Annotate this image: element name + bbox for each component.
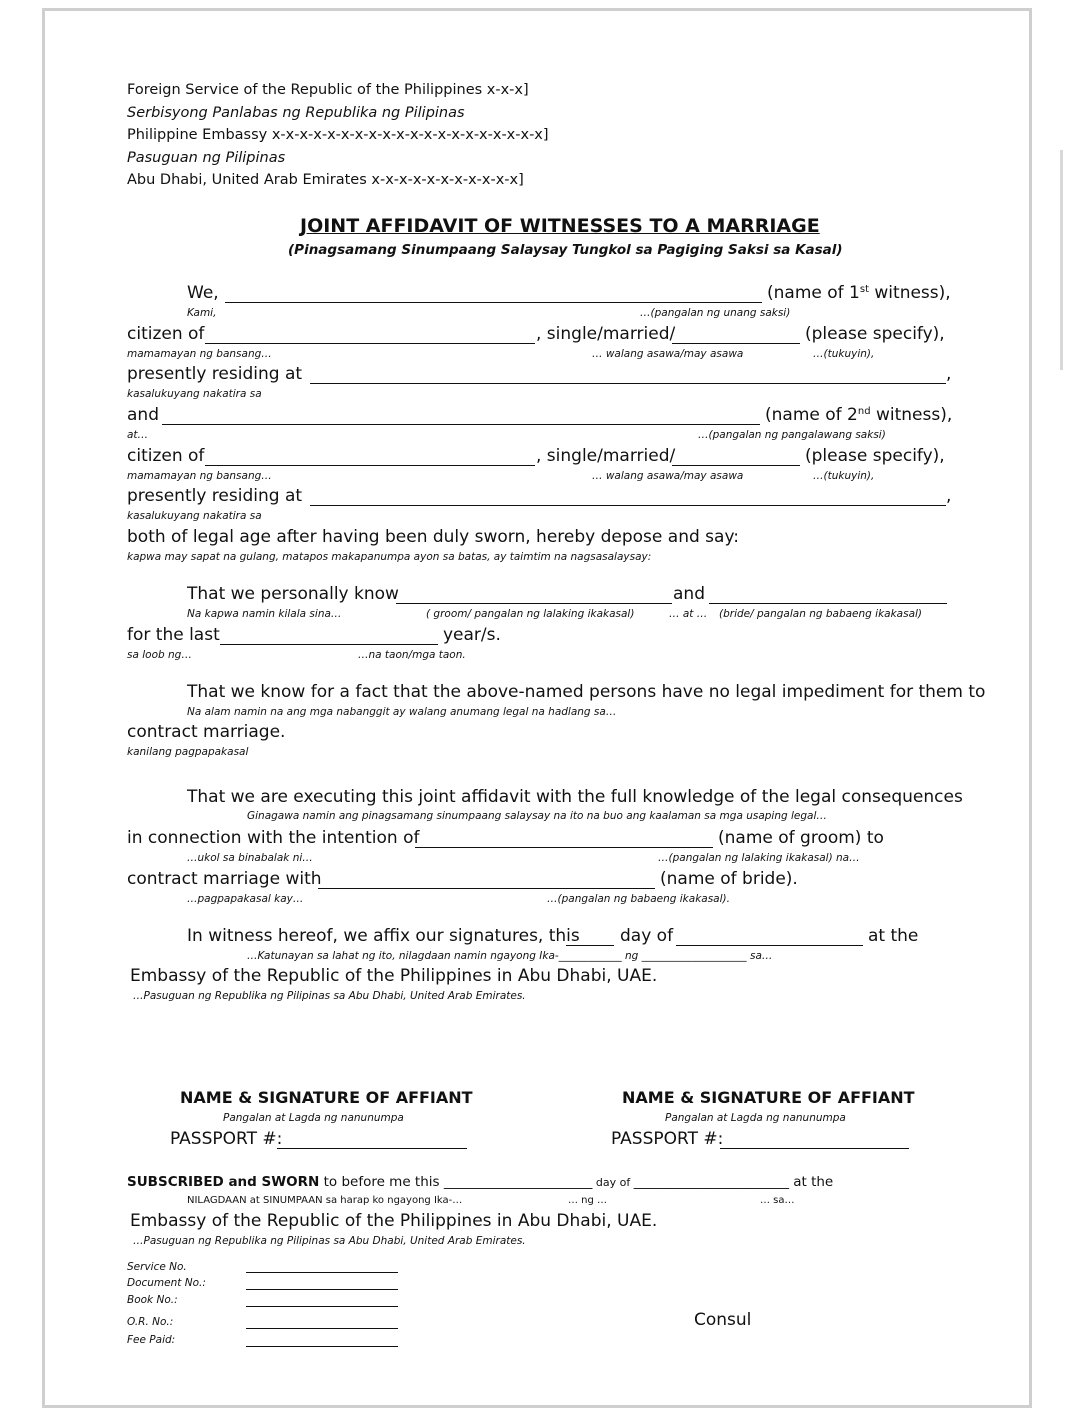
bride-name-field[interactable] bbox=[709, 603, 947, 604]
witness1-mamamayan-tl: mamamayan ng bansang… bbox=[127, 348, 272, 360]
witness2-name-label: (name of 2nd witness), bbox=[765, 405, 953, 425]
witness1-walang-tl: … walang asawa/may asawa bbox=[592, 348, 744, 360]
witness2-single-married: , single/married/ bbox=[536, 446, 676, 466]
p1-tl-a: Na kapwa namin kilala sina… bbox=[187, 608, 342, 620]
sworn-embassy: Embassy of the Republic of the Philippines in Abu Dhabi, UAE. bbox=[130, 1211, 658, 1231]
witness2-citizen-label: citizen of bbox=[127, 446, 205, 466]
header-line-3: Philippine Embassy x-x-x-x-x-x-x-x-x-x-x-x-x-x-x-x-x-x-x-x] bbox=[127, 127, 549, 143]
p3-text: That we are executing this joint affidavit with the full knowledge of the legal consequences bbox=[187, 787, 963, 807]
witness1-name-label: (name of 1st witness), bbox=[767, 283, 951, 303]
groom-name-field[interactable] bbox=[396, 603, 672, 604]
witness1-address-field[interactable] bbox=[310, 383, 946, 384]
service-no-label: Service No. bbox=[127, 1261, 187, 1273]
sworn-tl-sa: … sa… bbox=[760, 1195, 795, 1206]
header-line-4: Pasuguan ng Pilipinas bbox=[127, 150, 286, 166]
p3-bride: (name of bride). bbox=[660, 869, 798, 889]
p1-text: That we personally know bbox=[187, 584, 399, 604]
p1-tl-taon: …na taon/mga taon. bbox=[358, 649, 466, 661]
witness2-address-field[interactable] bbox=[310, 505, 946, 506]
witness1-comma: , bbox=[946, 364, 952, 384]
witness-day-field[interactable] bbox=[566, 945, 614, 946]
header-line-1: Foreign Service of the Republic of the Philippines x-x-x] bbox=[127, 82, 529, 98]
kami-label: Kami, bbox=[187, 307, 217, 319]
p2-text: That we know for a fact that the above-named persons have no legal impediment for them to bbox=[187, 682, 986, 702]
or-no-field[interactable] bbox=[246, 1328, 398, 1329]
p1-tl-groom: ( groom/ pangalan ng lalaking ikakasal) bbox=[426, 608, 635, 620]
consul-label: Consul bbox=[694, 1310, 752, 1330]
witness1-kasalukuyang-tl: kasalukuyang nakatira sa bbox=[127, 388, 262, 400]
witness2-walang-tl: … walang asawa/may asawa bbox=[592, 470, 744, 482]
witness1-citizen-label: citizen of bbox=[127, 324, 205, 344]
book-no-label: Book No.: bbox=[127, 1294, 178, 1306]
p1-tl-bride: (bride/ pangalan ng babaeng ikakasal) bbox=[719, 608, 923, 620]
witness2-comma: , bbox=[946, 486, 952, 506]
legal-age-tl: kapwa may sapat na gulang, matapos makapanumpa ayon sa batas, ay taimtim na nagsasalaysay: bbox=[127, 551, 652, 563]
fee-paid-label: Fee Paid: bbox=[127, 1334, 176, 1346]
witness2-name-field[interactable] bbox=[162, 424, 760, 425]
witness1-specify: (please specify), bbox=[805, 324, 945, 344]
document-title: JOINT AFFIDAVIT OF WITNESSES TO A MARRIAGE bbox=[300, 215, 820, 237]
left-passport-field[interactable] bbox=[277, 1148, 467, 1149]
document-subtitle: (Pinagsamang Sinumpaang Salaysay Tungkol sa Pagiging Saksi sa Kasal) bbox=[288, 242, 843, 258]
left-signature-tl: Pangalan at Lagda ng nanunumpa bbox=[223, 1112, 404, 1124]
at-label: at… bbox=[127, 429, 149, 441]
p2-tl: Na alam namin na ang mga nabanggit ay walang anumang legal na hadlang sa… bbox=[187, 706, 617, 718]
witness2-civil-status-field[interactable] bbox=[672, 465, 800, 466]
right-signature-tl: Pangalan at Lagda ng nanunumpa bbox=[665, 1112, 846, 1124]
p4-tl: …Katunayan sa lahat ng ito, nilagdaan namin ngayong Ika-____________ ng ____________________ sa… bbox=[247, 950, 773, 962]
p4-text: In witness hereof, we affix our signatures, this bbox=[187, 926, 580, 946]
p3-contract: contract marriage with bbox=[127, 869, 322, 889]
witness2-mamamayan-tl: mamamayan ng bansang… bbox=[127, 470, 272, 482]
witness-month-field[interactable] bbox=[676, 945, 863, 946]
right-passport-label: PASSPORT #: bbox=[611, 1129, 724, 1149]
fee-paid-field[interactable] bbox=[246, 1346, 398, 1347]
legal-age-text: both of legal age after having been duly sworn, hereby depose and say: bbox=[127, 527, 739, 547]
document-no-field[interactable] bbox=[246, 1289, 398, 1290]
witness1-citizenship-field[interactable] bbox=[205, 343, 535, 344]
header-line-2: Serbisyong Panlabas ng Republika ng Pilipinas bbox=[127, 105, 465, 121]
we-label: We, bbox=[187, 283, 219, 303]
right-passport-field[interactable] bbox=[720, 1148, 909, 1149]
page-edge-shadow bbox=[1060, 150, 1063, 370]
p1-years: year/s. bbox=[443, 625, 501, 645]
p1-tl-at: … at … bbox=[669, 608, 708, 620]
p4-day-of: day of bbox=[620, 926, 674, 946]
service-no-field[interactable] bbox=[246, 1272, 398, 1273]
p1-tl-sa-loob: sa loob ng… bbox=[127, 649, 192, 661]
left-passport-label: PASSPORT #: bbox=[170, 1129, 283, 1149]
witness1-name-tl: …(pangalan ng unang saksi) bbox=[640, 307, 791, 319]
p3-tl-kay: …pagpapakasal kay… bbox=[187, 893, 304, 905]
p2-cont: contract marriage. bbox=[127, 722, 286, 742]
years-known-field[interactable] bbox=[220, 644, 438, 645]
right-signature-title: NAME & SIGNATURE OF AFFIANT bbox=[622, 1088, 915, 1107]
sworn-line: SUBSCRIBED and SWORN to before me this ______________________ day of _______________________ at the bbox=[127, 1174, 834, 1190]
witness2-citizenship-field[interactable] bbox=[205, 465, 535, 466]
witness1-single-married: , single/married/ bbox=[536, 324, 676, 344]
witness1-name-field[interactable] bbox=[225, 302, 762, 303]
p4-embassy: Embassy of the Republic of the Philippines in Abu Dhabi, UAE. bbox=[130, 966, 658, 986]
document-no-label: Document No.: bbox=[127, 1277, 206, 1289]
witness2-tukuyin-tl: …(tukuyin), bbox=[813, 470, 875, 482]
witness2-name-tl: …(pangalan ng pangalawang saksi) bbox=[698, 429, 886, 441]
p3-tl: Ginagawa namin ang pinagsamang sinumpaang salaysay na ito na buo ang kaalaman sa mga usaping legal… bbox=[247, 810, 827, 822]
witness2-kasalukuyang-tl: kasalukuyang nakatira sa bbox=[127, 510, 262, 522]
book-no-field[interactable] bbox=[246, 1306, 398, 1307]
p2-tl-cont: kanilang pagpapakasal bbox=[127, 746, 249, 758]
witness2-specify: (please specify), bbox=[805, 446, 945, 466]
left-signature-title: NAME & SIGNATURE OF AFFIANT bbox=[180, 1088, 473, 1107]
or-no-label: O.R. No.: bbox=[127, 1316, 174, 1328]
sworn-tl-ng: … ng … bbox=[568, 1195, 608, 1206]
sworn-tl-embassy: …Pasuguan ng Republika ng Pilipinas sa Abu Dhabi, United Arab Emirates. bbox=[133, 1235, 526, 1247]
witness2-residing-label: presently residing at bbox=[127, 486, 303, 506]
intention-bride-field[interactable] bbox=[318, 888, 655, 889]
p1-and: and bbox=[673, 584, 705, 604]
intention-groom-field[interactable] bbox=[415, 847, 713, 848]
witness1-residing-label: presently residing at bbox=[127, 364, 303, 384]
p1-for-last: for the last bbox=[127, 625, 220, 645]
p4-at-the: at the bbox=[868, 926, 919, 946]
p3-tl-bride: …(pangalan ng babaeng ikakasal). bbox=[547, 893, 730, 905]
witness1-tukuyin-tl: …(tukuyin), bbox=[813, 348, 875, 360]
sworn-tl-a: NILAGDAAN at SINUMPAAN sa harap ko ngayong Ika-… bbox=[187, 1195, 463, 1206]
p3-tl-ukol: …ukol sa binabalak ni… bbox=[187, 852, 313, 864]
p4-tl-embassy: …Pasuguan ng Republika ng Pilipinas sa Abu Dhabi, United Arab Emirates. bbox=[133, 990, 526, 1002]
p3-intention: in connection with the intention of bbox=[127, 828, 420, 848]
header-line-5: Abu Dhabi, United Arab Emirates x-x-x-x-x-x-x-x-x-x-x] bbox=[127, 172, 524, 188]
and-label: and bbox=[127, 405, 159, 425]
p3-groom: (name of groom) to bbox=[718, 828, 884, 848]
p3-tl-groom: …(pangalan ng lalaking ikakasal) na… bbox=[658, 852, 860, 864]
witness1-civil-status-field[interactable] bbox=[672, 343, 800, 344]
